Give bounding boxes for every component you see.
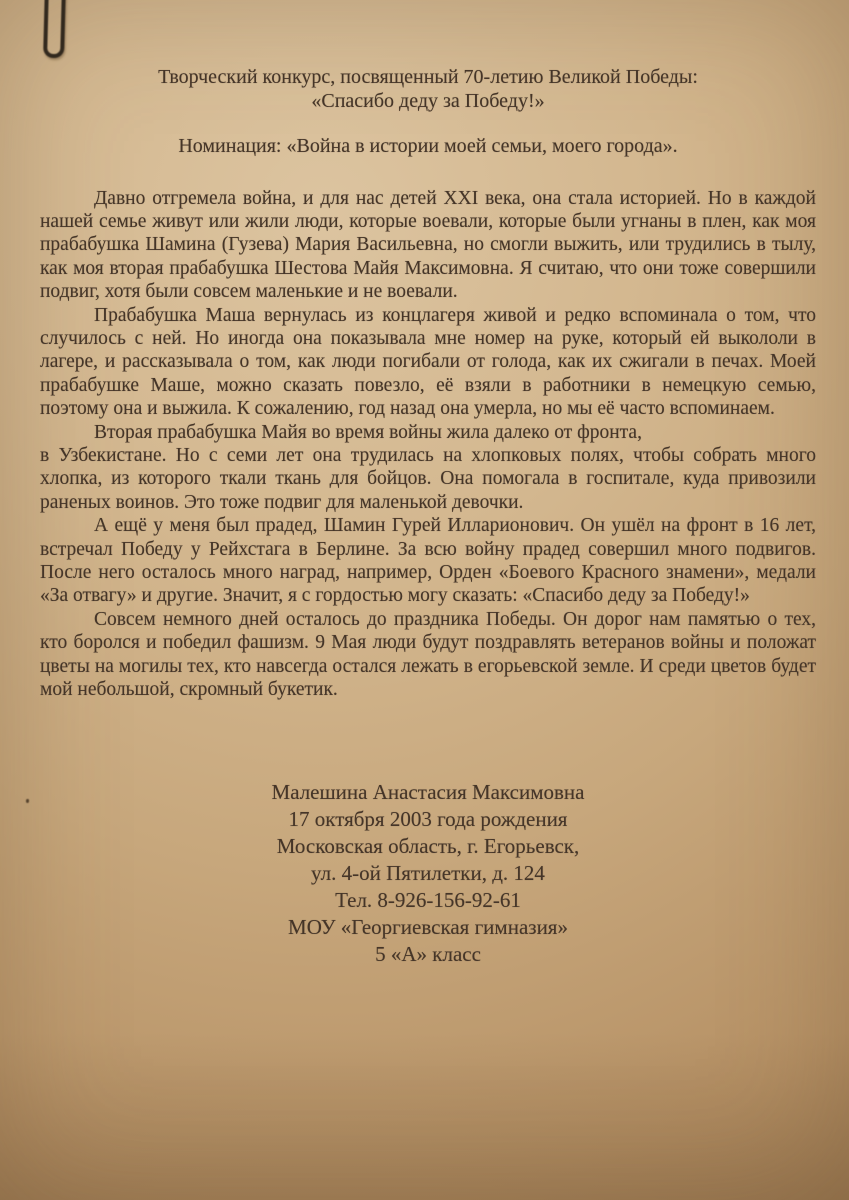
paragraph-text: Прабабушка Маша вернулась из концлагеря живой и редко вспоминала о том, что случилось с ней. Но иногда она показывала мне номер на руке, который ей выкололи в лагере, и рассказывала о том, как люди погибали от голода, как их сжигали в печах. Моей прабабушке Маше, можно сказать повезло, её взяли в работники в немецкую семью, поэтому она и выжила. К сожалению, год назад она умерла, но мы её часто вспоминаем.: [40, 304, 816, 420]
essay-paragraph: [40, 421, 816, 515]
paragraph-text: Давно отгремела война, и для нас детей XXI века, она стала историей. Но в каждой нашей семье живут или жили люди, которые воевали, которые были угнаны в плен, как моя прабабушка Шамина (Гузева) Мария Васильевна, но смогли выжить, или трудились в тылу, как моя вторая прабабушка Шестова Майя Максимовна. Я считаю, что они тоже совершили подвиг, хотя были совсем маленькие и не воевали.: [40, 187, 816, 303]
document-sheet: [40, 66, 816, 968]
signature-region-city: Московская область, г. Егорьевск,: [276, 834, 580, 859]
contest-title-line-1: Творческий конкурс, посвященный 70-летию Великой Победы:: [158, 66, 698, 88]
essay-paragraph: [40, 608, 816, 702]
paragraph-text: Совсем немного дней осталось до праздника Победы. Он дорог нам памятью о тех, кто боролся и победил фашизм. 9 Мая люди будут поздравлять ветеранов войны и положат цветы на могилы тех, кто навсегда остался лежать в егорьевской земле. И среди цветов будет мой небольшой, скромный букетик.: [40, 608, 816, 701]
contest-title: [40, 66, 816, 113]
paragraph-text: А ещё у меня был прадед, Шамин Гурей Илларионович. Он ушёл на фронт в 16 лет, встречал Победу у Рейхстага в Берлине. За всю войну прадед совершил много подвигов. После него осталось много наград, например, Орден «Боевого Красного знамени», медали «За отвагу» и другие. Значит, я с гордостью могу сказать: «Спасибо деду за Победу!»: [40, 515, 816, 607]
essay-paragraph: [40, 187, 816, 304]
nomination-line: Номинация: «Война в истории моей семьи, моего города».: [178, 135, 678, 157]
paragraph-text: в Узбекистане. Но с семи лет она трудилась на хлопковых полях, чтобы собрать много хлопка, из которого ткали ткань для бойцов. Она помогала в госпитале, куда привозили раненых воинов. Это тоже подвиг для маленькой девочки.: [40, 444, 816, 513]
essay-body: [40, 187, 816, 702]
paper-speck: [26, 799, 29, 803]
essay-paragraph: [40, 304, 816, 421]
signature-street-address: ул. 4-ой Пятилетки, д. 124: [311, 861, 545, 886]
signature-phone: Тел. 8-926-156-92-61: [335, 888, 521, 913]
signature-school: МОУ «Георгиевская гимназия»: [288, 915, 568, 940]
essay-paragraph: [40, 514, 816, 608]
signature-birth-date: 17 октября 2003 года рождения: [288, 807, 568, 832]
signature-class: 5 «А» класс: [375, 942, 481, 967]
paperclip: [43, 0, 66, 58]
paragraph-text: Вторая прабабушка Майя во время войны жила далеко от фронта,: [94, 421, 642, 443]
signature-author-name: Малешина Анастасия Максимовна: [271, 780, 585, 805]
signature-block: [40, 779, 816, 968]
contest-title-line-2: «Спасибо деду за Победу!»: [311, 89, 545, 112]
